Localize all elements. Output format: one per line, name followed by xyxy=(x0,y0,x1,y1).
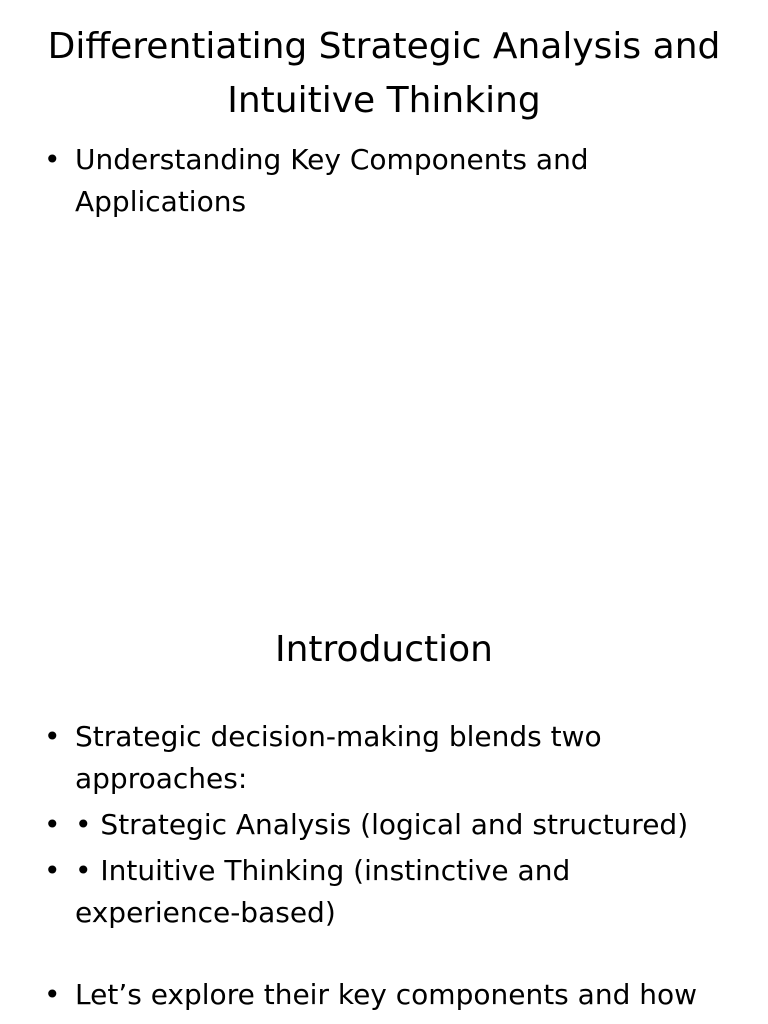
bullet-text: • Strategic Analysis (logical and structured) xyxy=(75,808,689,841)
bullet-text: Let’s explore their key components and how xyxy=(75,978,698,1011)
slide-title: Introduction xyxy=(274,629,493,670)
bullet-list xyxy=(44,139,708,227)
bullet-dot-icon: • xyxy=(44,808,61,841)
bullet-item xyxy=(44,804,708,846)
bullet-dot-icon: • xyxy=(44,978,61,1011)
slide-title: Differentiating Strategic Analysis and Intuitive Thinking xyxy=(47,26,721,121)
bullet-dot-icon: • xyxy=(44,854,61,887)
bullet-text: Understanding Key Components and Applications xyxy=(75,143,589,218)
bullet-item xyxy=(44,974,708,1016)
bullet-item xyxy=(44,850,708,934)
bullet-dot-icon: • xyxy=(44,720,61,753)
bullet-item xyxy=(44,716,708,800)
bullet-text: • Intuitive Thinking (instinctive and experience-based) xyxy=(75,854,571,929)
slide-2 xyxy=(0,576,768,1024)
bullet-item xyxy=(44,139,708,223)
bullet-dot-icon: • xyxy=(44,143,61,176)
bullet-text: Strategic decision-making blends two approaches: xyxy=(75,720,602,795)
bullet-list xyxy=(44,716,708,1020)
